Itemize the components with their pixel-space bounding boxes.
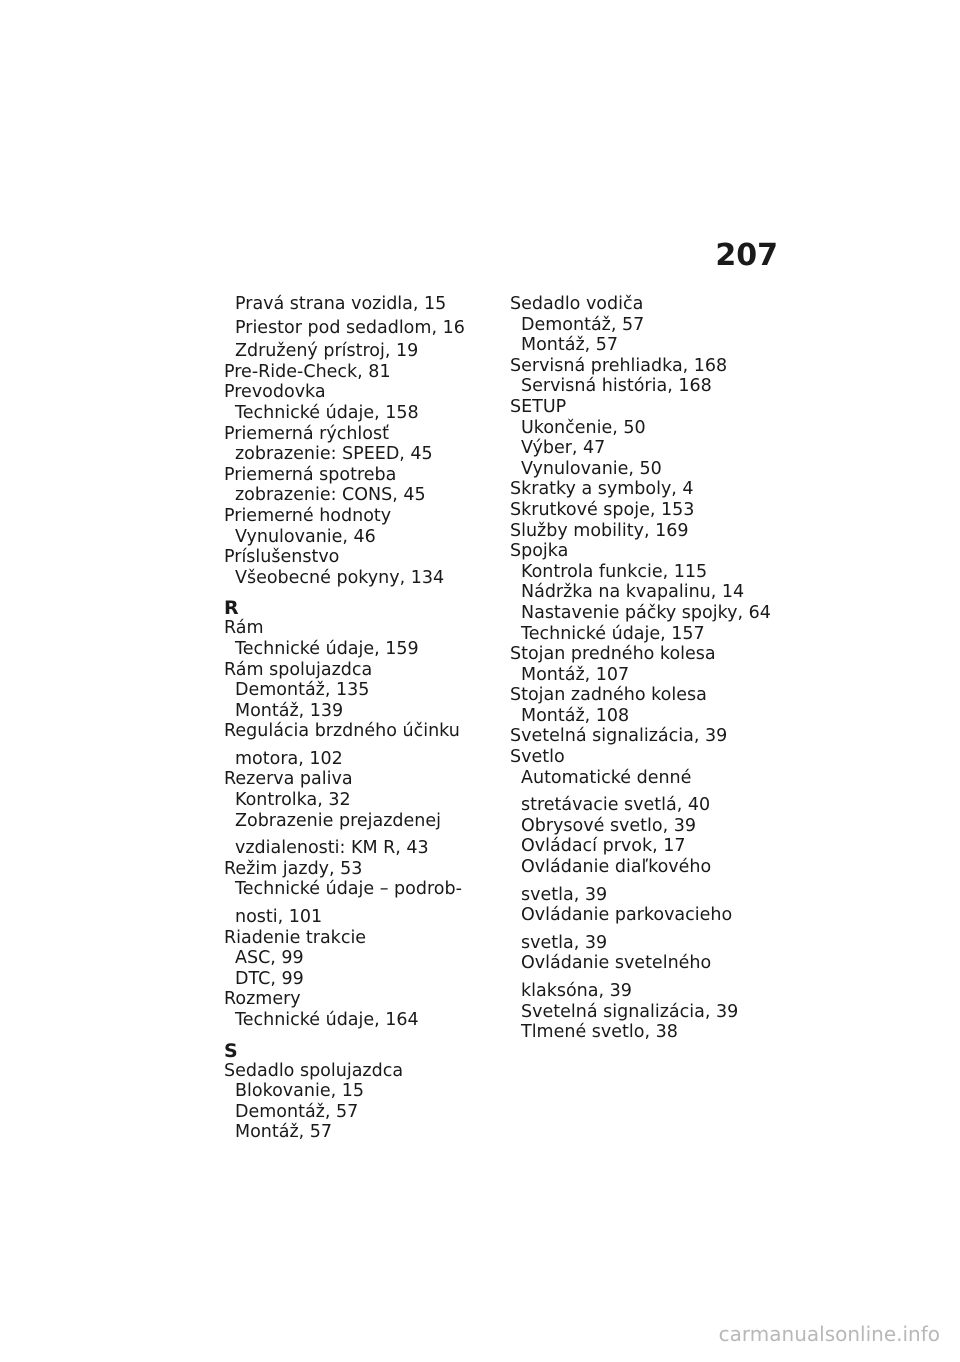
page-number: 207 [715, 238, 778, 273]
index-subentry: Montáž, 57 [521, 335, 619, 356]
index-subentry: Kontrola funkcie, 115 [521, 561, 708, 582]
index-entry: Svetelná signalizácia, 39 [510, 726, 728, 747]
index-column-right [510, 294, 800, 1043]
index-subentry: Servisná história, 168 [521, 376, 712, 397]
index-subentry: Montáž, 139 [235, 700, 344, 721]
index-subentry: Priestor pod sedadlom, 16 [235, 317, 465, 338]
index-subentry: zobrazenie: CONS, 45 [235, 485, 426, 506]
index-entry: Spojka [510, 541, 569, 562]
index-subentry: Ovládanie svetelného [521, 953, 712, 974]
index-entry: Riadenie trakcie [224, 927, 367, 948]
index-subentry: Všeobecné pokyny, 134 [235, 567, 445, 588]
index-subentry: klaksóna, 39 [521, 981, 632, 1001]
index-subentry: Nastavenie páčky spojky, 64 [521, 602, 771, 623]
index-entry: Rám [224, 618, 264, 639]
index-entry: Stojan predného kolesa [510, 644, 716, 665]
index-subentry: Ovládanie parkovacieho [521, 905, 733, 926]
index-subentry: Montáž, 107 [521, 664, 630, 685]
index-subentry: Technické údaje – podrob- [235, 879, 462, 900]
index-subentry: Zobrazenie prejazdenej [235, 810, 442, 831]
index-entry: Stojan zadného kolesa [510, 685, 707, 706]
index-entry: Sedadlo spolujazdca [224, 1060, 404, 1081]
index-subentry: nosti, 101 [235, 907, 323, 928]
index-subentry: Demontáž, 57 [235, 1101, 359, 1122]
index-section-letter: S [224, 1039, 238, 1062]
index-subentry: Združený prístroj, 19 [235, 341, 419, 362]
index-entry: Priemerná spotreba [224, 464, 397, 485]
index-entry: Sedadlo vodiča [510, 294, 644, 314]
index-subentry: vzdialenosti: KM R, 43 [235, 838, 429, 859]
index-subentry: Svetelná signalizácia, 39 [521, 1001, 739, 1022]
index-subentry: Montáž, 57 [235, 1122, 333, 1143]
index-entry: Priemerné hodnoty [224, 505, 392, 526]
index-entry: Skratky a symboly, 4 [510, 479, 694, 500]
index-entry: Skrutkové spoje, 153 [510, 499, 695, 520]
index-entry: Priemerná rýchlosť [224, 423, 389, 444]
index-subentry: Ovládanie diaľkového [521, 857, 712, 878]
index-subentry: motora, 102 [235, 748, 343, 769]
index-entry: Rám spolujazdca [224, 659, 373, 680]
index-entry: Rozmery [224, 989, 301, 1010]
index-subentry: Demontáž, 135 [235, 680, 370, 701]
index-subentry: Výber, 47 [521, 438, 606, 459]
index-section-letter: R [224, 597, 239, 620]
index-subentry: DTC, 99 [235, 968, 304, 989]
index-entry: Príslušenstvo [224, 547, 340, 568]
index-entry: Servisná prehliadka, 168 [510, 355, 728, 376]
index-subentry: ASC, 99 [235, 948, 304, 969]
index-subentry: Nádržka na kvapalinu, 14 [521, 582, 745, 603]
index-subentry: Kontrolka, 32 [235, 790, 351, 811]
index-subentry: Automatické denné [521, 767, 692, 788]
index-subentry: Vynulovanie, 46 [235, 526, 376, 547]
index-subentry: Obrysové svetlo, 39 [521, 815, 697, 836]
index-column-left [224, 294, 494, 1143]
index-subentry: Ovládací prvok, 17 [521, 836, 686, 857]
index-subentry: Technické údaje, 157 [521, 623, 705, 644]
index-subentry: Ukončenie, 50 [521, 417, 646, 438]
index-subentry: zobrazenie: SPEED, 45 [235, 444, 433, 465]
index-entry: Rezerva paliva [224, 769, 353, 790]
index-entry: SETUP [510, 396, 567, 417]
index-subentry: Tlmené svetlo, 38 [521, 1022, 678, 1043]
index-subentry: Technické údaje, 159 [235, 638, 419, 659]
index-subentry: stretávacie svetlá, 40 [521, 795, 711, 816]
index-entry: Prevodovka [224, 382, 326, 403]
index-subentry: Vynulovanie, 50 [521, 458, 662, 479]
index-entry: Pre-Ride-Check, 81 [224, 361, 391, 382]
index-subentry: Demontáž, 57 [521, 314, 645, 335]
index-subentry: Blokovanie, 15 [235, 1081, 364, 1102]
index-subentry: svetla, 39 [521, 884, 608, 905]
index-entry: Svetlo [510, 747, 565, 768]
index-entry: Služby mobility, 169 [510, 520, 689, 541]
watermark-text: carmanualsonline.info [718, 1322, 940, 1346]
index-entry: Regulácia brzdného účinku [224, 721, 460, 742]
index-subentry: Pravá strana vozidla, 15 [235, 294, 447, 314]
index-subentry: Montáž, 108 [521, 705, 630, 726]
index-subentry: svetla, 39 [521, 932, 608, 953]
index-subentry: Technické údaje, 164 [235, 1010, 419, 1030]
index-entry: Režim jazdy, 53 [224, 858, 363, 879]
index-subentry: Technické údaje, 158 [235, 402, 419, 423]
